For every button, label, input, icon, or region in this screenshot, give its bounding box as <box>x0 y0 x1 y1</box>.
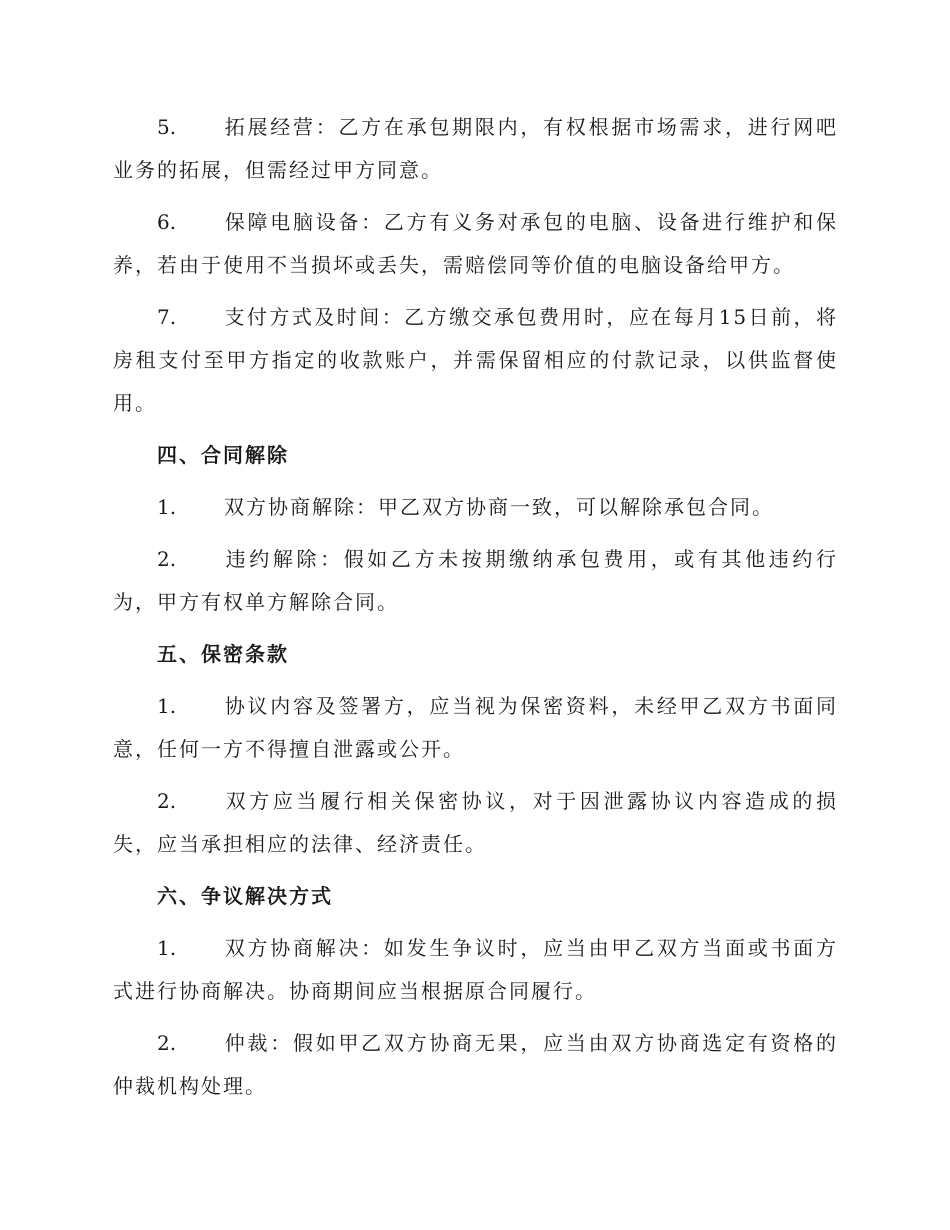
clause-7 <box>113 296 838 425</box>
clause-text: 保障电脑设备：乙方有义务对承包的电脑、设备进行维护和保养，若由于使用不当损坏或丢失，需赔偿同等价值的电脑设备给甲方。 <box>113 210 838 277</box>
clause-text: 协议内容及签署方，应当视为保密资料，未经甲乙双方书面同意，任何一方不得擅自泄露或公开。 <box>113 694 838 761</box>
clause-number: 1. <box>157 936 177 960</box>
clause-text: 仲裁：假如甲乙双方协商无果，应当由双方协商选定有资格的仲裁机构处理。 <box>113 1031 838 1098</box>
clause-text: 双方协商解决：如发生争议时，应当由甲乙双方当面或书面方式进行协商解决。协商期间应当根据原合同履行。 <box>113 936 838 1003</box>
clause-6 <box>113 201 838 287</box>
section-heading-termination: 四、合同解除 <box>157 443 289 467</box>
clause-text: 违约解除：假如乙方未按期缴纳承包费用，或有其他违约行为，甲方有权单方解除合同。 <box>113 547 838 614</box>
termination-clause-1 <box>113 486 838 529</box>
document-body <box>113 106 838 1117</box>
clause-text: 拓展经营：乙方在承包期限内，有权根据市场需求，进行网吧业务的拓展，但需经过甲方同意。 <box>113 115 838 182</box>
clause-number: 2. <box>157 547 177 571</box>
clause-text: 双方应当履行相关保密协议，对于因泄露协议内容造成的损失，应当承担相应的法律、经济责任。 <box>113 789 838 856</box>
clause-text: 双方协商解除：甲乙双方协商一致，可以解除承包合同。 <box>224 495 774 519</box>
clause-5 <box>113 106 838 192</box>
termination-clause-2 <box>113 538 838 624</box>
clause-number: 6. <box>157 210 177 234</box>
section-heading-confidentiality: 五、保密条款 <box>157 642 289 666</box>
confidentiality-clause-1 <box>113 685 838 771</box>
clause-number: 1. <box>157 495 177 519</box>
confidentiality-clause-2 <box>113 780 838 866</box>
clause-number: 7. <box>157 305 177 329</box>
dispute-clause-1 <box>113 927 838 1013</box>
clause-number: 2. <box>157 1031 177 1055</box>
clause-number: 2. <box>157 789 177 813</box>
clause-text: 支付方式及时间：乙方缴交承包费用时，应在每月15日前，将房租支付至甲方指定的收款账户，并需保留相应的付款记录，以供监督使用。 <box>113 305 838 415</box>
dispute-clause-2 <box>113 1022 838 1108</box>
section-heading-dispute: 六、争议解决方式 <box>157 884 333 908</box>
clause-number: 1. <box>157 694 177 718</box>
clause-number: 5. <box>157 115 177 139</box>
